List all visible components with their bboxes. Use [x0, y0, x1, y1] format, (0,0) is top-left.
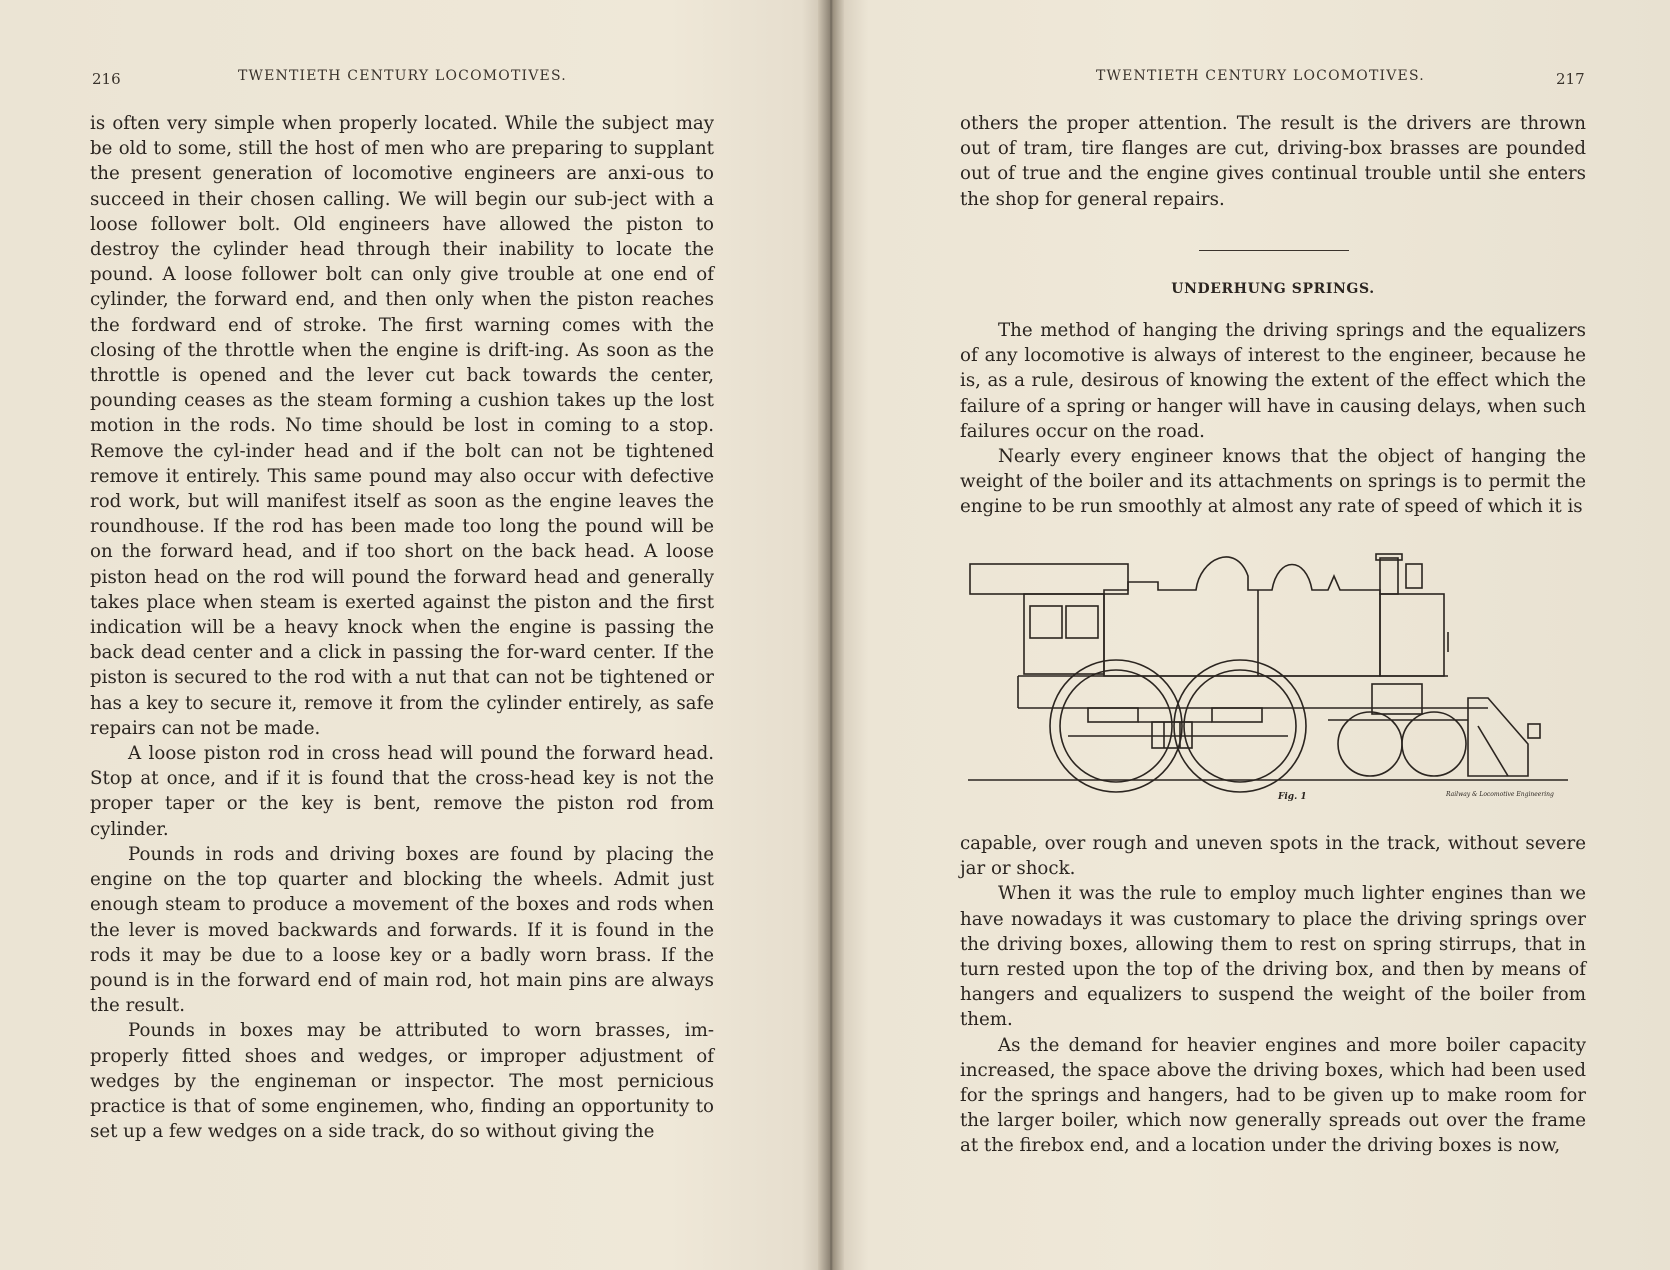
running-head: TWENTIETH CENTURY LOCOMOTIVES. — [238, 68, 567, 84]
book-gutter — [818, 0, 844, 1270]
page-number: 216 — [92, 70, 121, 88]
paragraph: Nearly every engineer knows that the object of hanging the weight of the boiler and its attachments on springs is to permit the engine to be run smoothly at almost any rate of speed of which it is — [960, 446, 1586, 518]
smokestack — [1380, 558, 1398, 594]
locomotive-diagram — [968, 548, 1568, 798]
pilot-wheel — [1338, 712, 1402, 776]
paragraph: is often very simple when properly located. While the subject may be old to some, still the host of men who are preparing to supplant the present generation of locomotive engineers are anxi-ous to succeed in their chosen calling. We will begin our sub-ject with a loose follower bolt. Old engineers have allowed the piston to destroy the cylinder head through their inability to locate the pound. A loose follower bolt can only give trouble at one end of cylinder, the forward end, and then only when the piston reaches the fordward end of stroke. The first warning comes with the closing of the throttle when the engine is drift-ing. As soon as the throttle is opened and the lever cut back towards the center, pounding ceases as the steam forming a cushion takes up the lost motion in the rods. No time should be lost in coming to a stop. Remove the cyl-inder head and if the bolt can not be tightened remove it entirely. This same pound may also occur with defective rod work, but will manifest itself as soon as the engine leaves the roundhouse. If the rod has been made too long the pound will be on the forward head, and if too short on the back head. A loose piston head on the rod will pound the forward head and generally takes place when steam is exerted against the piston and the first indication will be a heavy knock when the engine is passing the back dead center and a click in passing the for-ward center. If the piston is secured to the rod with a nut that can not be tightened or has a key to secure it, remove it from the cylinder entirely, as safe repairs can not be made. — [90, 113, 714, 739]
boiler — [1104, 557, 1380, 676]
right-page — [844, 0, 1670, 1270]
right-page-lower-text — [960, 831, 1586, 1159]
paragraph: When it was the rule to employ much lighter engines than we have nowadays it was customary to place the driving springs over the driving boxes, allowing them to rest on spring stirrups, that in turn rested upon the top of the driving box, and then by means of hangers and equalizers to suspend the weight of the boiler from them. — [960, 883, 1586, 1031]
page-number: 217 — [1556, 70, 1585, 88]
paragraph: Pounds in rods and driving boxes are found by placing the engine on the top quarter and blocking the wheels. Admit just enough steam to produce a movement of the boxes and rods when the lever is moved backwards and forwards. If it is found in the rods it may be due to a loose key or a badly worn brass. If the pound is in the forward end of main rod, hot main pins are always the result. — [90, 843, 714, 1017]
locomotive-figure — [968, 548, 1568, 802]
left-page — [0, 0, 818, 1270]
pilot-wheel — [1402, 712, 1466, 776]
driving-wheel — [1174, 660, 1306, 792]
driving-wheel — [1050, 660, 1182, 792]
paragraph: capable, over rough and uneven spots in the track, without severe jar or shock. — [960, 833, 1586, 880]
headlight — [1406, 564, 1422, 588]
paragraph: Pounds in boxes may be attributed to worn brasses, im-properly fitted shoes and wedges, or improper adjustment of wedges by the engineman or inspector. The most pernicious practice is that of some enginemen, who, finding an opportunity to set up a few wedges on a side track, do so without giving the — [90, 1020, 714, 1143]
paragraph: others the proper attention. The result is the drivers are thrown out of tram, tire flanges are cut, driving-box brasses are pounded out of true and the engine gives continual trouble until she enters the shop for general repairs. — [960, 113, 1586, 210]
paragraph: As the demand for heavier engines and more boiler capacity increased, the space above the driving boxes, which had been used for the springs and hangers, had to be given up to make room for the larger boiler, which now generally spreads out over the frame at the firebox end, and a location under the driving boxes is now, — [960, 1034, 1586, 1157]
paragraph: A loose piston rod in cross head will pound the forward head. Stop at once, and if it is found that the cross-head key is not the proper taper or the key is bent, remove the piston rod from cylinder. — [90, 743, 714, 840]
section-divider — [1199, 250, 1349, 251]
left-page-body — [90, 111, 714, 1144]
paragraph: The method of hanging the driving springs and the equalizers of any locomotive is always of interest to the engineer, because he is, as a rule, desirous of knowing the extent of the effect which the failure of a spring or hanger will have in causing delays, when such failures occur on the road. — [960, 320, 1586, 442]
pilot — [1468, 698, 1528, 776]
right-page-top-text — [960, 111, 1586, 212]
figure-caption: Fig. 1 — [1278, 792, 1307, 802]
right-page-intro-text — [960, 318, 1586, 520]
figure-credit: Railway & Locomotive Engineering — [1446, 791, 1554, 798]
running-head: TWENTIETH CENTURY LOCOMOTIVES. — [1096, 68, 1425, 84]
smokebox — [1380, 594, 1444, 676]
section-heading: UNDERHUNG SPRINGS. — [1171, 281, 1375, 297]
cylinder — [1372, 684, 1422, 714]
